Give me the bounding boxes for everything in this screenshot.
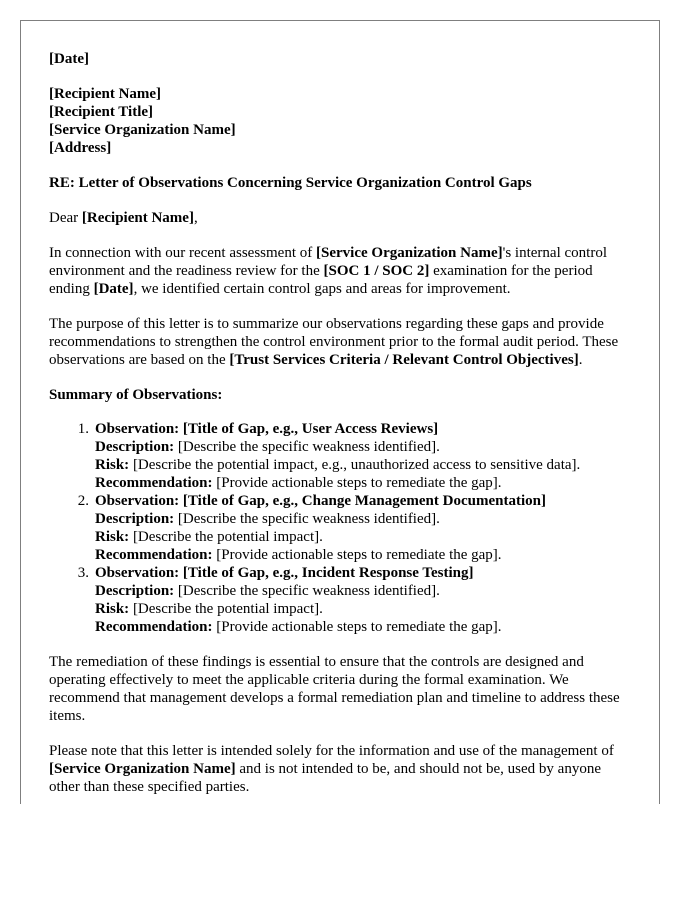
description-line (95, 582, 629, 600)
risk-line (95, 528, 629, 546)
description-line (95, 438, 629, 456)
salutation-name: [Recipient Name] (81, 210, 194, 226)
recommendation-text: [Provide actionable steps to remediate the gap]. (212, 547, 502, 563)
risk-label: Risk: (95, 529, 130, 545)
salutation-prefix: Dear (49, 210, 82, 226)
restriction-paragraph (49, 742, 629, 796)
observation-number: 3. (77, 565, 89, 581)
intro-text-1: In connection with our recent assessment of (49, 245, 317, 261)
recommendation-label: Recommendation: (95, 619, 213, 635)
recommendation-line (95, 474, 629, 492)
risk-text: [Describe the potential impact]. (129, 601, 323, 617)
purpose-text-2: . (578, 352, 583, 368)
observation-title-line (95, 492, 629, 510)
description-line (95, 510, 629, 528)
recipient-name-line: [Recipient Name] (49, 86, 162, 102)
address-line: [Address] (49, 140, 112, 156)
restriction-text-1: Please note that this letter is intended solely for the information and use of the management of (49, 743, 614, 759)
recipient-address-block (49, 85, 629, 157)
observation-label: Observation: (95, 565, 183, 581)
letter-body (49, 50, 629, 804)
summary-heading (49, 386, 629, 404)
observations-list (49, 420, 629, 636)
observation-item-1 (49, 420, 629, 492)
recommendation-line (95, 546, 629, 564)
purpose-criteria: [Trust Services Criteria / Relevant Control Objectives] (229, 352, 579, 368)
description-label: Description: (95, 583, 175, 599)
purpose-text-1: The purpose of this letter is to summarize our observations regarding these gaps and provide recommendations to strengthen the control environment prior to the formal audit period. These observations are based on the (49, 316, 619, 368)
letter-page (20, 20, 660, 804)
description-text: [Describe the specific weakness identified]. (174, 583, 440, 599)
letter-date: [Date] (49, 51, 89, 67)
recommendation-label: Recommendation: (95, 547, 213, 563)
observation-number: 1. (77, 421, 89, 437)
summary-heading-text: Summary of Observations: (49, 387, 223, 403)
observation-body (89, 420, 629, 492)
observation-item-2 (49, 492, 629, 564)
recipient-title-line: [Recipient Title] (49, 104, 154, 120)
restriction-service-org: [Service Organization Name] (49, 761, 236, 777)
risk-label: Risk: (95, 601, 130, 617)
intro-text-3: examination for the period ending (49, 263, 593, 297)
observation-title-line (95, 420, 629, 438)
risk-text: [Describe the potential impact, e.g., unauthorized access to sensitive data]. (129, 457, 581, 473)
purpose-paragraph (49, 315, 629, 369)
service-organization-line: [Service Organization Name] (49, 122, 236, 138)
remediation-paragraph: The remediation of these findings is essential to ensure that the controls are designed and operating effectively to meet the applicable criteria during the formal examination. We recommend that management develops a formal remediation plan and timeline to address these items. (49, 654, 620, 724)
observation-title: [Title of Gap, e.g., Incident Response Testing] (182, 565, 474, 581)
recommendation-line (95, 618, 629, 636)
intro-service-org: [Service Organization Name] (316, 245, 503, 261)
observation-number: 2. (77, 493, 89, 509)
observation-title: [Title of Gap, e.g., Change Management Documentation] (182, 493, 546, 509)
observation-label: Observation: (95, 493, 183, 509)
subject-line (49, 174, 629, 192)
observation-title: [Title of Gap, e.g., User Access Reviews] (182, 421, 439, 437)
observation-body (89, 492, 629, 564)
risk-line (95, 600, 629, 618)
observation-item-3 (49, 564, 629, 636)
observation-title-line (95, 564, 629, 582)
intro-paragraph (49, 244, 629, 298)
salutation-suffix: , (193, 210, 198, 226)
description-text: [Describe the specific weakness identified]. (174, 439, 440, 455)
salutation (49, 209, 629, 227)
intro-soc-type: [SOC 1 / SOC 2] (323, 263, 430, 279)
recommendation-text: [Provide actionable steps to remediate the gap]. (212, 475, 502, 491)
intro-period-date: [Date] (93, 281, 134, 297)
intro-text-4: , we identified certain control gaps and areas for improvement. (133, 281, 511, 297)
description-label: Description: (95, 511, 175, 527)
risk-text: [Describe the potential impact]. (129, 529, 323, 545)
subject-text: RE: Letter of Observations Concerning Service Organization Control Gaps (49, 175, 532, 191)
observation-body (89, 564, 629, 636)
description-text: [Describe the specific weakness identified]. (174, 511, 440, 527)
recommendation-label: Recommendation: (95, 475, 213, 491)
recommendation-text: [Provide actionable steps to remediate the gap]. (212, 619, 502, 635)
risk-label: Risk: (95, 457, 130, 473)
intro-text-2: 's internal control environment and the readiness review for the (49, 245, 607, 279)
risk-line (95, 456, 629, 474)
description-label: Description: (95, 439, 175, 455)
restriction-text-2: and is not intended to be, and should not be, used by anyone other than these specified parties. (49, 761, 601, 795)
observation-label: Observation: (95, 421, 183, 437)
